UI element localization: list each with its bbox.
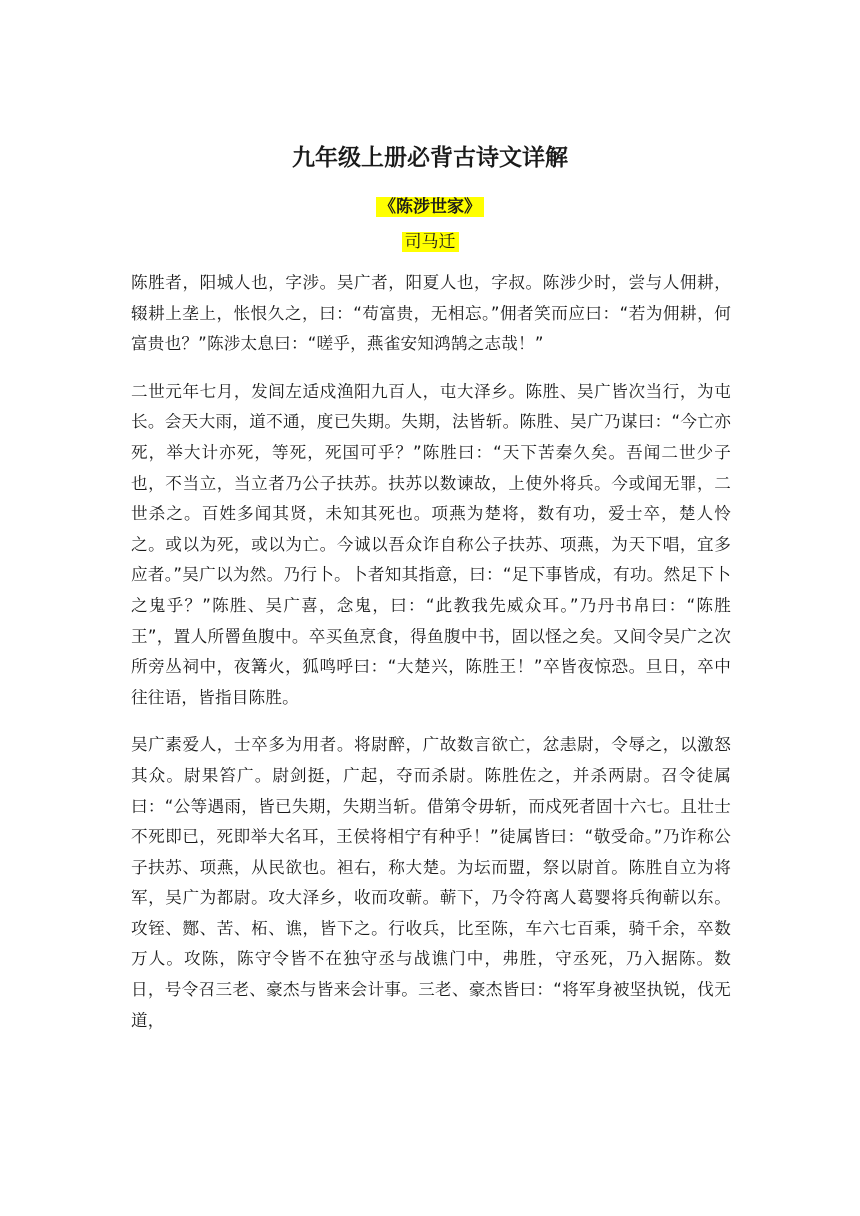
work-title-highlight: 《陈涉世家》 <box>376 197 484 217</box>
author-highlight: 司马迁 <box>402 232 459 252</box>
document-body <box>131 268 731 1053</box>
author-name <box>0 227 860 257</box>
work-title <box>0 192 860 222</box>
paragraph-2: 二世元年七月，发闾左适戍渔阳九百人，屯大泽乡。陈胜、吴广皆次当行，为屯长。会天大雨，道不通，度已失期。失期，法皆斩。陈胜、吴广乃谋曰：“今亡亦死，举大计亦死，等死，死国可乎？”陈胜曰：“天下苦秦久矣。吾闻二世少子也，不当立，当立者乃公子扶苏。扶苏以数谏故，上使外将兵。今或闻无罪，二世杀之。百姓多闻其贤，未知其死也。项燕为楚将，数有功，爱士卒，楚人怜之。或以为死，或以为亡。今诚以吾众诈自称公子扶苏、项燕，为天下唱，宜多应者。”吴广以为然。乃行卜。卜者知其指意，曰：“足下事皆成，有功。然足下卜之鬼乎？”陈胜、吴广喜，念鬼，曰：“此教我先威众耳。”乃丹书帛曰：“陈胜王”，置人所罾鱼腹中。卒买鱼烹食，得鱼腹中书，固以怪之矣。又间令吴广之次所旁丛祠中，夜篝火，狐鸣呼曰：“大楚兴，陈胜王！”卒皆夜惊恐。旦日，卒中往往语，皆指目陈胜。 <box>131 381 731 707</box>
document-title: 九年级上册必背古诗文详解 <box>292 145 568 171</box>
paragraph-3: 吴广素爱人，士卒多为用者。将尉醉，广故数言欲亡，忿恚尉，令辱之，以激怒其众。尉果笞广。尉剑挺，广起，夺而杀尉。陈胜佐之，并杀两尉。召令徒属曰：“公等遇雨，皆已失期，失期当斩。借第令毋斩，而戍死者固十六七。且壮士不死即已，死即举大名耳，王侯将相宁有种乎！”徒属皆曰：“敬受命。”乃诈称公子扶苏、项燕，从民欲也。袒右，称大楚。为坛而盟，祭以尉首。陈胜自立为将军，吴广为都尉。攻大泽乡，收而攻蕲。蕲下，乃令符离人葛婴将兵徇蕲以东。攻铚、酂、苦、柘、谯，皆下之。行收兵，比至陈，车六七百乘，骑千余，卒数万人。攻陈，陈守令皆不在独守丞与战谯门中，弗胜，守丞死，乃入据陈。数日，号令召三老、豪杰与皆来会计事。三老、豪杰皆曰：“将军身被坚执锐，伐无道， <box>131 735 731 1030</box>
paragraph-1: 陈胜者，阳城人也，字涉。吴广者，阳夏人也，字叔。陈涉少时，尝与人佣耕，辍耕上垄上，怅恨久之，曰：“苟富贵，无相忘。”佣者笑而应曰：“若为佣耕，何富贵也？”陈涉太息曰：“嗟乎，燕雀安知鸿鹄之志哉！” <box>131 273 731 354</box>
